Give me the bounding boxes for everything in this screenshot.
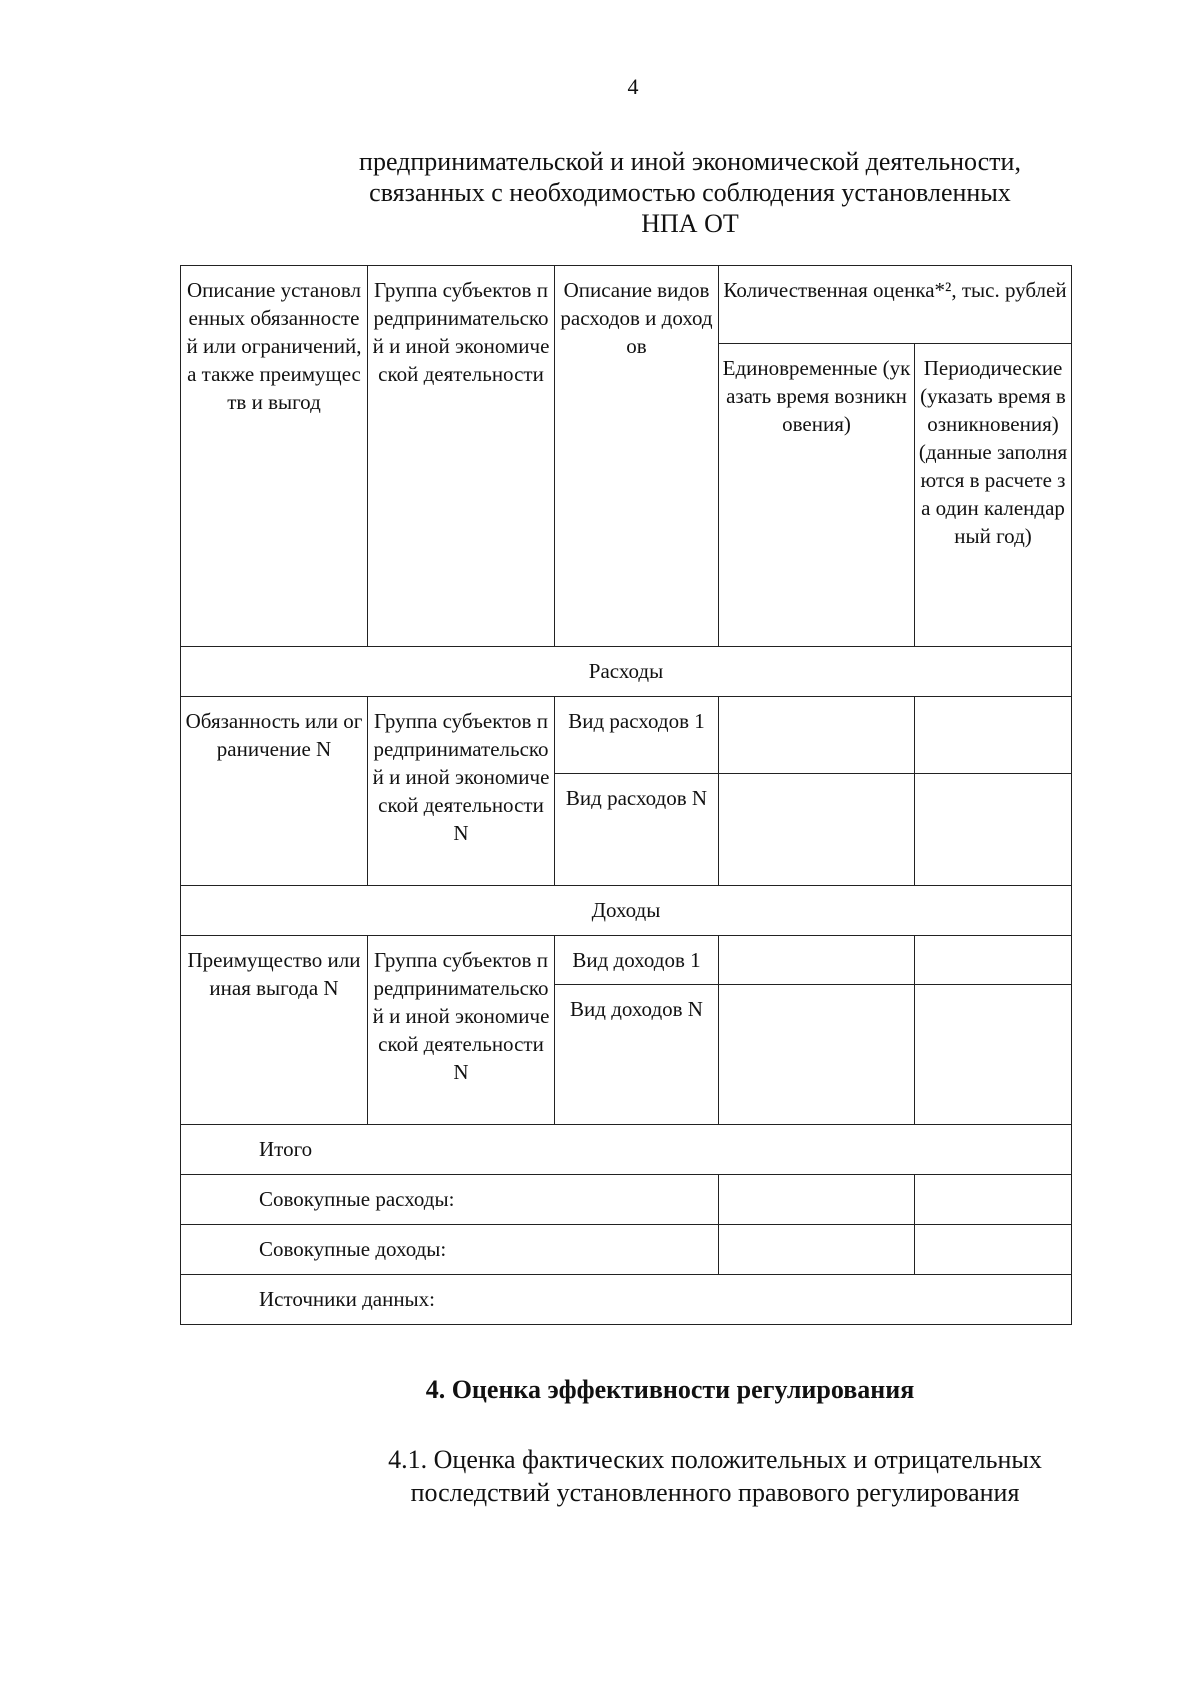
total-expenses-periodic	[915, 1175, 1072, 1225]
heading-line: связанных с необходимостью соблюдения установленных	[369, 178, 1011, 207]
income-n-periodic	[915, 985, 1072, 1125]
income-section-title: Доходы	[181, 886, 1072, 936]
header-quantitative-estimate: Количественная оценка*², тыс. рублей	[719, 266, 1072, 344]
heading-line: предпринимательской и иной экономической деятельности,	[359, 147, 1021, 176]
subsection-line: 4.1. Оценка фактических положительных и отрицательных	[388, 1445, 1042, 1474]
expense-1-one-time	[719, 697, 915, 774]
income-1-periodic	[915, 936, 1072, 985]
header-kinds: Описание видов расходов и доходов	[555, 266, 719, 647]
total-income-label: Совокупные доходы:	[181, 1225, 719, 1275]
expense-n-periodic	[915, 774, 1072, 886]
section-title: 4. Оценка эффективности регулирования	[425, 1375, 915, 1404]
header-periodic: Периодические (указать время возникновения) (данные заполняются в расчете за один календарный год)	[915, 344, 1072, 647]
income-kind-1: Вид доходов 1	[555, 936, 719, 985]
expense-1-periodic	[915, 697, 1072, 774]
page-number: 4	[627, 74, 639, 99]
income-group-cell: Группа субъектов предпринимательской и иной экономической деятельности N	[368, 936, 555, 1125]
income-n-one-time	[719, 985, 915, 1125]
expense-kind-n: Вид расходов N	[555, 774, 719, 886]
expenses-section-title: Расходы	[181, 647, 1072, 697]
header-subject-group: Группа субъектов предпринимательской и иной экономической деятельности	[368, 266, 555, 647]
total-income-periodic	[915, 1225, 1072, 1275]
expenses-group-cell: Группа субъектов предпринимательской и иной экономической деятельности N	[368, 697, 555, 886]
heading-line: НПА ОТ	[641, 209, 739, 238]
advantage-cell: Преимущество или иная выгода N	[181, 936, 368, 1125]
costs-income-table	[180, 265, 1072, 1325]
header-one-time: Единовременные (указать время возникновения)	[719, 344, 915, 647]
expense-n-one-time	[719, 774, 915, 886]
data-sources-row: Источники данных:	[181, 1275, 1072, 1325]
income-1-one-time	[719, 936, 915, 985]
subsection-line: последствий установленного правового регулирования	[410, 1478, 1020, 1507]
obligation-cell: Обязанность или ограничение N	[181, 697, 368, 886]
total-row: Итого	[181, 1125, 1072, 1175]
subsection-title	[250, 1443, 1180, 1509]
total-expenses-label: Совокупные расходы:	[181, 1175, 719, 1225]
header-obligations: Описание установленных обязанностей или ограничений, а также преимуществ и выгод	[181, 266, 368, 647]
expense-kind-1: Вид расходов 1	[555, 697, 719, 774]
total-expenses-one-time	[719, 1175, 915, 1225]
income-kind-n: Вид доходов N	[555, 985, 719, 1125]
total-income-one-time	[719, 1225, 915, 1275]
page-heading	[250, 146, 1130, 239]
